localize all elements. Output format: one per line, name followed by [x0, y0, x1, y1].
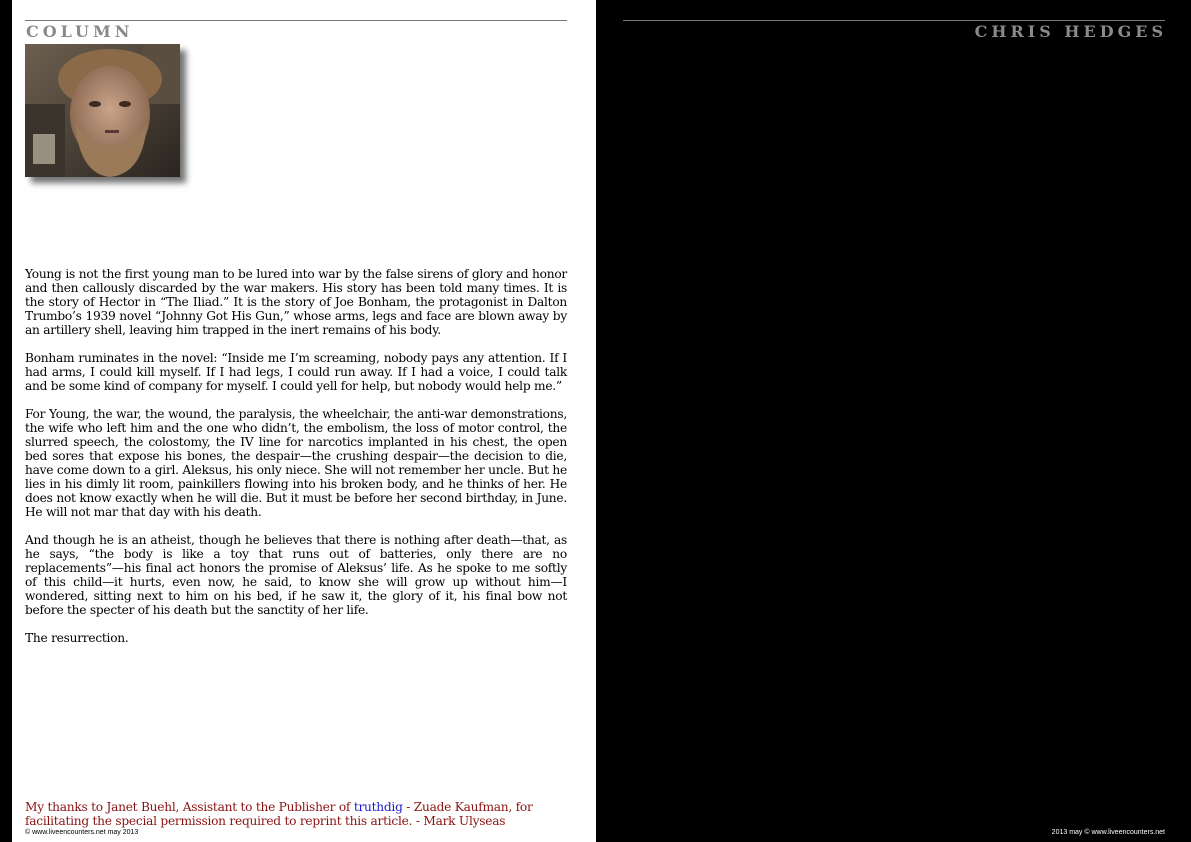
header-rule-right [623, 20, 1165, 21]
credits-text-end: - Zuade Kaufman, for facilitating the special permission required to reprint this article. - Mark Ulyseas [25, 800, 533, 828]
author-label: CHRIS HEDGES [974, 22, 1167, 41]
article-paragraph: For Young, the war, the wound, the paralysis, the wheelchair, the anti-war demonstrations, the wife who left him and the one who didn’t, the embolism, the loss of motor control, the slurred speech, the colostomy, the IV line for narcotics implanted in his chest, the open bed sores that expose his bones, the despair—the crushing despair—the decision to die, have come down to a girl. Aleksus, his only niece. She will not remember her uncle. But he lies in his dimly lit room, painkillers flowing into his broken body, and he thinks of her. He does not know exactly when he will die. But it must be before her second birthday, in June. He will not mar that day with his death. [25, 407, 567, 519]
article-paragraph: The resurrection. [25, 631, 129, 645]
footer-copyright: © www.liveencounters.net may 2013 [25, 829, 139, 836]
header-rule [25, 20, 567, 21]
author-photo [25, 44, 180, 177]
right-page [596, 0, 1191, 842]
left-page [12, 0, 596, 842]
credits-note [25, 800, 567, 828]
article-paragraph: Bonham ruminates in the novel: “Inside me I’m screaming, nobody pays any attention. If I had arms, I could kill myself. If I had legs, I could run away. If I had a voice, I could talk and be some kind of company for myself. I could yell for help, but nobody would help me.” [25, 351, 567, 393]
footer-copyright-right: 2013 may © www.liveencounters.net [1051, 829, 1165, 836]
credits-text-start: My thanks to Janet Buehl, Assistant to the Publisher of [25, 800, 354, 814]
truthdig-link[interactable]: truthdig [353, 800, 403, 814]
section-label: COLUMN [26, 22, 134, 41]
article-body [25, 267, 567, 659]
author-portrait-photo [25, 44, 180, 177]
article-paragraph: And though he is an atheist, though he believes that there is nothing after death—that, as he says, “the body is like a toy that runs out of batteries, only there are no replacements”—his final act honors the promise of Aleksus’ life. As he spoke to me softly of this child—it hurts, even now, he said, to know she will grow up without him—I wondered, sitting next to him on his bed, if he saw it, the glory of it, his final bow not before the specter of his death but the sanctity of her life. [25, 533, 567, 617]
article-paragraph: Young is not the first young man to be lured into war by the false sirens of glory and honor and then callously discarded by the war makers. His story has been told many times. It is the story of Hector in “The Iliad.” It is the story of Joe Bonham, the protagonist in Dalton Trumbo’s 1939 novel “Johnny Got His Gun,” whose arms, legs and face are blown away by an artillery shell, leaving him trapped in the inert remains of his body. [25, 267, 567, 337]
